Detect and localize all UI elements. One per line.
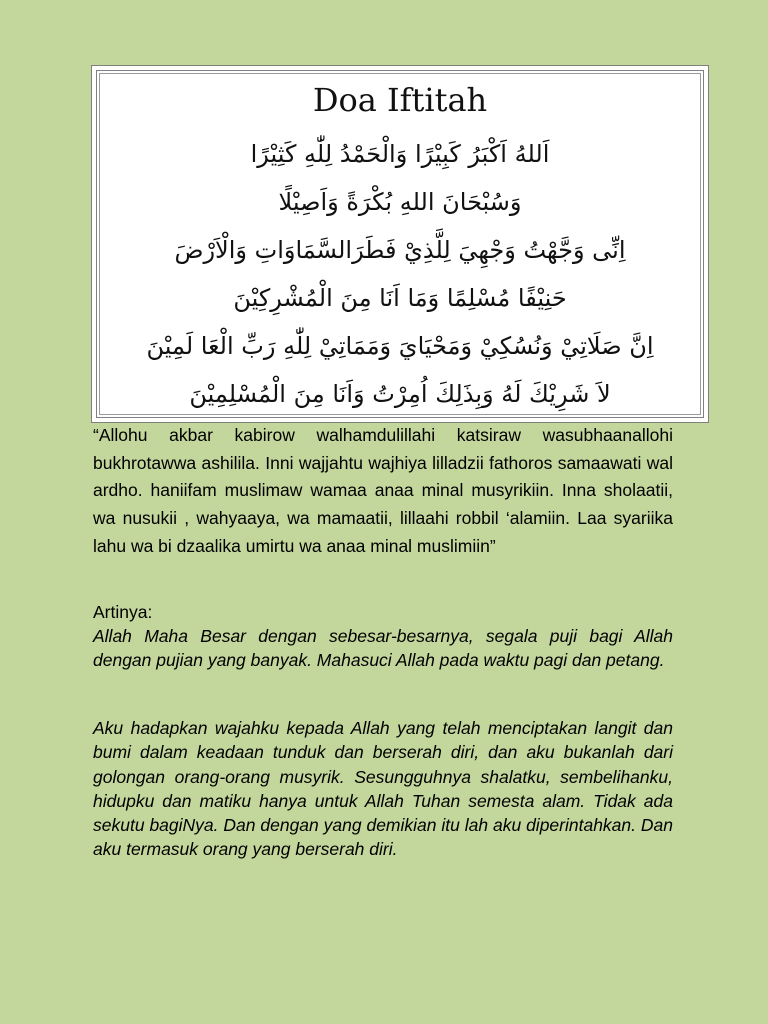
artinya-label: Artinya: — [93, 602, 153, 622]
meaning-paragraph-1: Allah Maha Besar dengan sebesar-besarnya, segala puji bagi Allah dengan pujian yang banyak. Mahasuci Allah pada waktu pagi dan petang. — [93, 626, 673, 671]
arabic-prayer-text — [122, 130, 678, 418]
meaning-paragraph-2: Aku hadapkan wajahku kepada Allah yang telah menciptakan langit dan bumi dalam keadaan tunduk dan berserah diri, dan aku bukanlah dari golongan orang-orang musyrik. Sesungguhnya shalatku, sembelihanku, hidupku dan matiku hanya untuk Allah Tuhan semesta alam. Tidak ada sekutu bagiNya. Dan dengan yang demikian itu lah aku diperintahkan. Dan aku termasuk orang yang berserah diri. — [93, 718, 673, 860]
arabic-line-1: اَللهُ اَكْبَرُ كَبِيْرًا وَالْحَمْدُ لِلّٰهِ كَثِيْرًا — [250, 140, 550, 168]
transliteration-paragraph: “Allohu akbar kabirow walhamdulillahi katsiraw wasubhaanallohi bukhrotawwa ashilila. Inni wajjahtu wajhiya lilladzii fathoros samaawati wal ardho. haniifam muslimaw wamaa anaa minal musyrikiin. Inna sholaatii, wa nusukii , wahyaaya, wa mamaatii, lillaahi robbil ‘alamiin. Laa syariika lahu wa bi dzaalika umirtu wa anaa minal muslimiin” — [93, 425, 673, 556]
card-title: Doa Iftitah — [312, 81, 488, 119]
arabic-line-2: وَسُبْحَانَ اللهِ بُكْرَةً وَاَصِيْلًا — [278, 188, 522, 216]
arabic-line-6: لاَ شَرِيْكَ لَهُ وَبِذَلِكَ اُمِرْتُ وَاَنَا مِنَ الْمُسْلِمِيْنَ — [189, 380, 611, 408]
doa-iftitah-card — [91, 65, 709, 423]
arabic-line-5: اِنَّ صَلَاتِيْ وَنُسُكِيْ وَمَحْيَايَ وَمَمَاتِيْ لِلّٰهِ رَبِّ الْعَا لَمِيْنَ — [146, 332, 654, 360]
arabic-line-4: حَنِيْفًا مُسْلِمًا وَمَا اَنَا مِنَ الْمُشْرِكِيْنَ — [233, 284, 567, 312]
arabic-line-3: اِنِّى وَجَّهْتُ وَجْهِيَ لِلَّذِيْ فَطَرَالسَّمَاوَاتِ وَالْاَرْضَ — [174, 236, 626, 264]
